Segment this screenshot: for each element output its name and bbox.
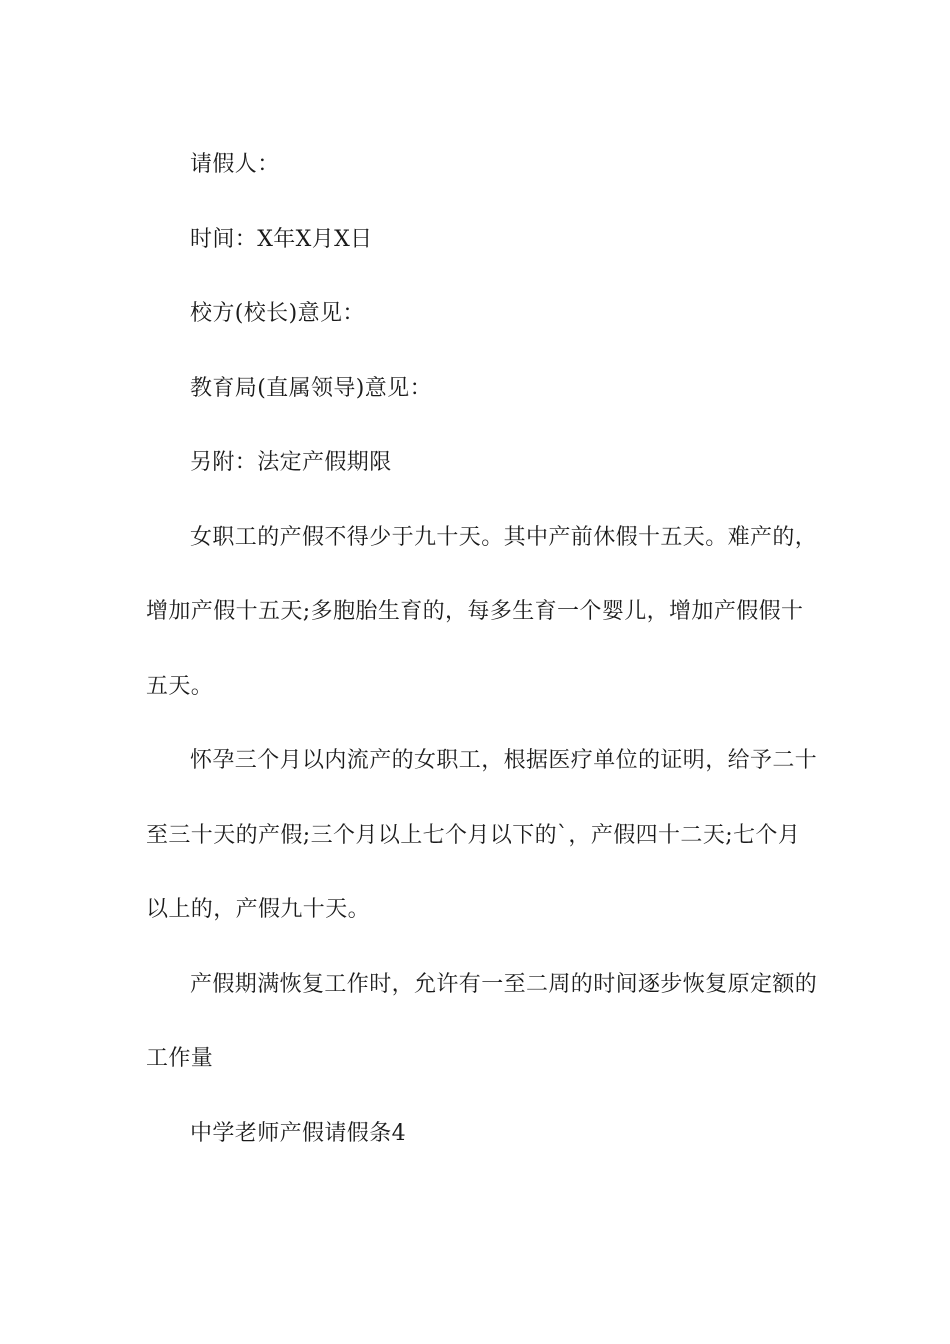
maternity-leave-paragraph: 女职工的产假不得少于九十天。其中产前休假十五天。难产的，增加产假十五天;多胞胎生育的，每多生育一个婴儿，增加产假假十五天。	[146, 524, 818, 699]
next-section-title: 中学老师产假请假条4	[190, 1120, 406, 1146]
appendix-heading: 另附：法定产假期限	[190, 450, 392, 475]
applicant-line: 请假人：	[190, 152, 280, 177]
principal-opinion-line: 校方(校长)意见：	[190, 301, 365, 326]
education-bureau-opinion-line: 教育局(直属领导)意见：	[190, 375, 432, 401]
date-line: 时间：X年X月X日	[190, 226, 373, 252]
document-body	[146, 128, 818, 1171]
miscarriage-leave-paragraph: 怀孕三个月以内流产的女职工，根据医疗单位的证明，给予二十至三十天的产假;三个月以上七个月以下的`，产假四十二天;七个月以上的，产假九十天。	[146, 748, 818, 922]
return-to-work-paragraph: 产假期满恢复工作时，允许有一至二周的时间逐步恢复原定额的工作量	[146, 971, 818, 1071]
